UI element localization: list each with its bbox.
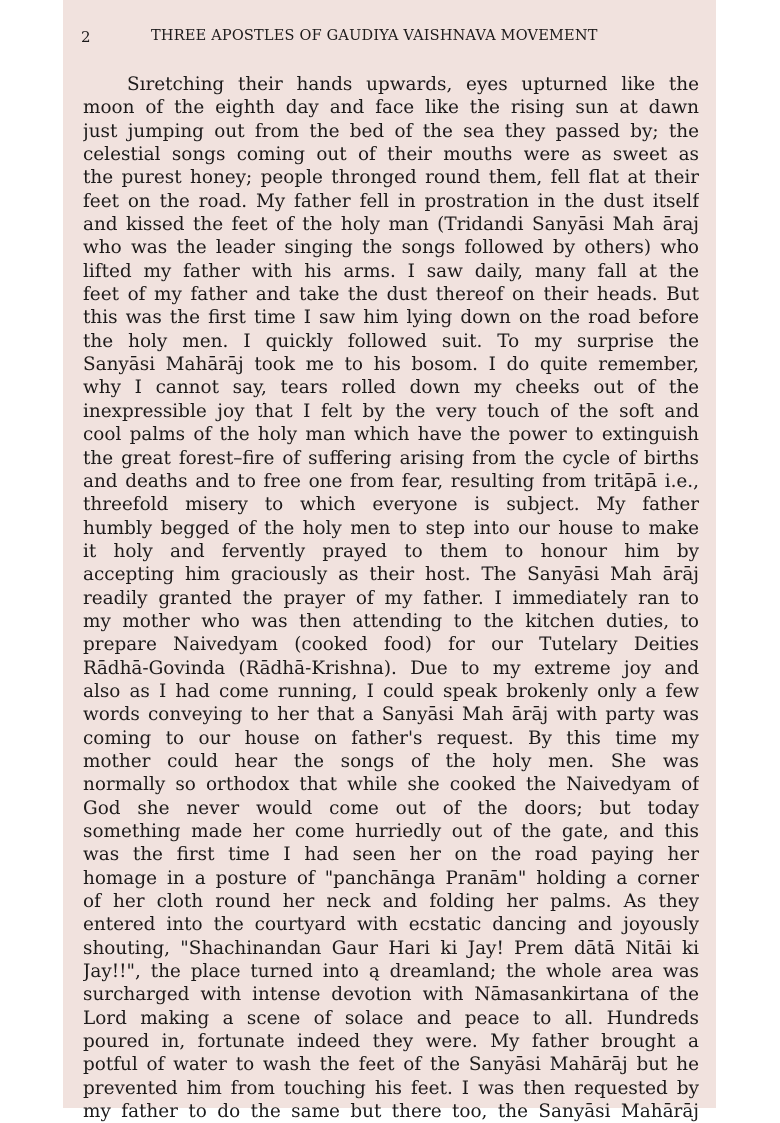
text-line: Sanyāsi Mahārāj took me to his bosom. I do quite remember, [83,354,699,376]
text-line: my mother who was then attending to the kitchen duties, to [83,610,699,632]
text-line: the holy men. I quickly followed suit. To my surprise the [83,330,699,352]
text-line: the great forest–fire of suffering arising from the cycle of births [83,447,699,469]
text-line: this was the first time I saw him lying down on the road before [83,307,699,329]
running-title: THREE APOSTLES OF GAUDIYA VAISHNAVA MOVEMENT [151,28,598,44]
text-line: words conveying to her that a Sanyāsi Mah ārāj with party was [83,704,699,726]
text-line: poured in, fortunate indeed they were. My father brought a [83,1031,699,1053]
text-line: of her cloth round her neck and folding her palms. As they [83,891,699,913]
text-line: accepting him graciously as their host. The Sanyāsi Mah ārāj [83,564,699,586]
text-line: humbly begged of the holy men to step into our house to make [83,517,699,539]
text-line: Lord making a scene of solace and peace to all. Hundreds [83,1007,699,1029]
text-line: Jay!!", the place turned into ą dreamland; the whole area was [83,961,699,983]
text-line: and kissed the feet of the holy man (Tridandi Sanyāsi Mah āraj [83,214,699,236]
page-header [81,28,696,50]
text-line: normally so orthodox that while she cooked the Naivedyam of [83,774,699,796]
text-line: potful of water to wash the feet of the Sanyāsi Mahārāj but he [83,1054,699,1076]
text-line: prepare Naivedyam (cooked food) for our Tutelary Deities [83,634,699,656]
text-line: entered into the courtyard with ecstatic dancing and joyously [83,914,699,936]
text-line: threefold misery to which everyone is subject. My father [83,494,699,516]
text-line: lifted my father with his arms. I saw daily, many fall at the [83,260,699,282]
text-line: something made her come hurriedly out of the gate, and this [83,821,699,842]
text-line: readily granted the prayer of my father. I immediately ran to [83,587,699,609]
text-line: was the first time I had seen her on the road paying her [83,844,699,866]
text-line: prevented him from touching his feet. I was then requested by [83,1077,699,1099]
text-line: the purest honey; people thronged round them, fell flat at their [83,167,699,189]
text-line: celestial songs coming out of their mouths were as sweet as [83,144,699,166]
text-line: Sıretching their hands upwards, eyes upturned like the [127,74,699,95]
book-page [63,0,716,1123]
body-text [83,73,699,1123]
text-line: Rādhā-Govinda (Rādhā-Krishna). Due to my extreme joy and [83,657,699,679]
text-line: coming to our house on father's request. By this time my [83,727,699,749]
text-line: shouting, "Shachinandan Gaur Hari ki Jay! Prem dātā Nitāi ki [83,937,699,959]
text-line: my father to do the same but there too, the Sanyāsi Mahārāj [83,1101,699,1123]
text-line: and deaths and to free one from fear, resulting from tritāpā i.e., [83,470,699,492]
text-line: who was the leader singing the songs followed by others) who [83,237,699,259]
text-line: moon of the eighth day and face like the rising sun at dawn [83,97,699,119]
text-line: just jumping out from the bed of the sea they passed by; the [83,120,699,142]
text-line: inexpressible joy that I felt by the very touch of the soft and [83,400,699,422]
text-line: surcharged with intense devotion with Nāmasankirtana of the [83,984,699,1006]
text-line: also as I had come running, I could speak brokenly only a few [83,680,699,702]
text-line: God she never would come out of the doors; but today [83,797,699,819]
text-line: feet on the road. My father fell in prostration in the dust itself [83,190,699,212]
text-line: feet of my father and take the dust thereof on their heads. But [83,284,699,306]
text-line: homage in a posture of "panchānga Pranām" holding a corner [83,867,699,889]
text-line: why I cannot say, tears rolled down my cheeks out of the [83,377,699,399]
page-number: 2 [81,28,91,46]
text-line: it holy and fervently prayed to them to honour him by [83,540,699,562]
text-line: cool palms of the holy man which have the power to extinguish [83,424,699,446]
text-line: mother could hear the songs of the holy men. She was [83,750,699,772]
